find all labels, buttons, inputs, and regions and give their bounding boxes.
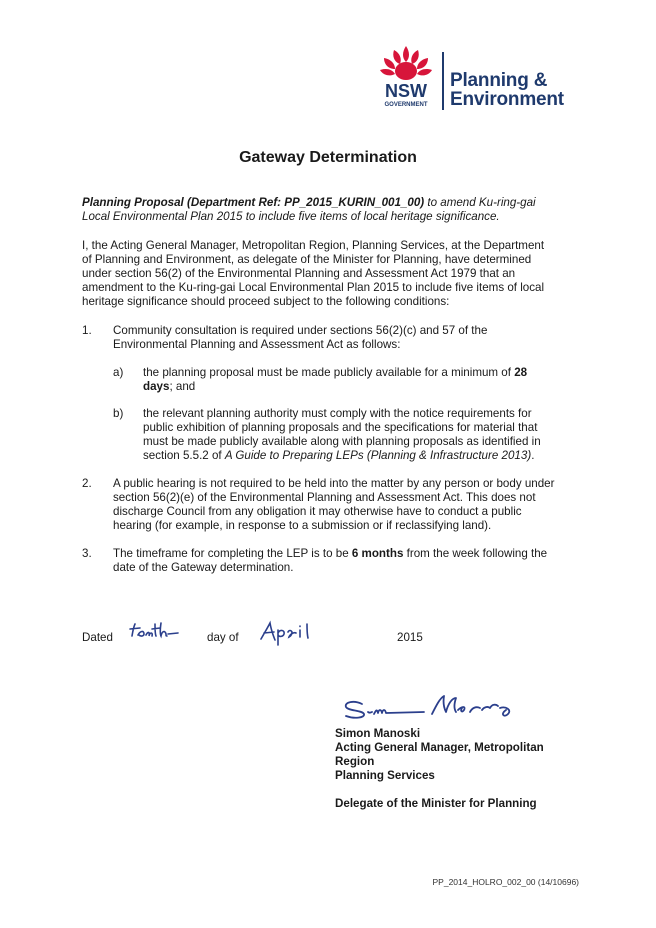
planning-proposal-ref: Planning Proposal (Department Ref: PP_2015_KURIN_001_00) xyxy=(82,196,425,209)
intro-line-1: Planning Proposal (Department Ref: PP_2015_KURIN_001_00) to amend Ku-ring-gai xyxy=(82,196,536,209)
condition-3-line: date of the Gateway determination. xyxy=(113,561,294,574)
preamble-line: amendment to the Ku-ring-gai Local Environmental Plan 2015 to include five items of local xyxy=(82,281,545,294)
subitem-label: b) xyxy=(113,407,124,420)
intro-line-2: Local Environmental Plan 2015 to include five items of local heritage significance. xyxy=(82,210,500,223)
handwritten-month xyxy=(258,620,320,646)
handwritten-signature xyxy=(340,692,530,726)
footer-reference: PP_2014_HOLRO_002_00 (14/10696) xyxy=(432,877,579,887)
svg-text:GOVERNMENT: GOVERNMENT xyxy=(384,102,428,108)
preamble-line: heritage significance should proceed subject to the following conditions: xyxy=(82,295,450,308)
logo-divider xyxy=(442,52,444,110)
dated-year: 2015 xyxy=(397,631,423,644)
condition-2-line: hearing (for example, in response to a submission or if reclassifying land). xyxy=(113,519,492,532)
waratah-icon xyxy=(374,44,438,110)
subitem-b-line: section 5.5.2 of A Guide to Preparing LEPs (Planning & Infrastructure 2013). xyxy=(143,449,535,462)
preamble-line: of Planning and Environment, as delegate of the Minister for Planning, have determined xyxy=(82,253,532,266)
subitem-a-line: days; and xyxy=(143,380,196,393)
condition-3-line: The timeframe for completing the LEP is to be 6 months from the week following the xyxy=(113,547,548,560)
condition-2-line: section 56(2)(e) of the Environmental Planning and Assessment Act. This does not xyxy=(113,491,536,504)
subitem-b-line: the relevant planning authority must comply with the notice requirements for xyxy=(143,407,532,420)
preamble-line: I, the Acting General Manager, Metropolitan Region, Planning Services, at the Department xyxy=(82,239,545,252)
condition-number: 3. xyxy=(82,547,92,560)
condition-number: 2. xyxy=(82,477,92,490)
logo-text-planning: Planning & xyxy=(450,70,548,91)
condition-1-line: Community consultation is required under sections 56(2)(c) and 57 of the xyxy=(113,324,488,337)
logo-text-environment: Environment xyxy=(450,89,564,110)
signatory-title: Region xyxy=(335,755,375,768)
nsw-planning-logo xyxy=(374,44,584,114)
signatory-title: Planning Services xyxy=(335,769,435,782)
signatory-name: Simon Manoski xyxy=(335,727,421,740)
signatory-title: Acting General Manager, Metropolitan xyxy=(335,741,544,754)
delegate-line: Delegate of the Minister for Planning xyxy=(335,797,537,810)
page-title: Gateway Determination xyxy=(239,149,417,166)
condition-2-line: discharge Council from any obligation it may otherwise have to conduct a public xyxy=(113,505,522,518)
subitem-b-line: public exhibition of planning proposals and the specifications for material that xyxy=(143,421,538,434)
day-of-label: day of xyxy=(207,631,239,644)
subitem-a-line: the planning proposal must be made publicly available for a minimum of 28 xyxy=(143,366,528,379)
dated-label: Dated xyxy=(82,631,113,644)
condition-1-line: Environmental Planning and Assessment Act as follows: xyxy=(113,338,401,351)
svg-text:NSW: NSW xyxy=(385,81,427,101)
condition-2-line: A public hearing is not required to be held into the matter by any person or body under xyxy=(113,477,555,490)
preamble-line: under section 56(2) of the Environmental Planning and Assessment Act 1979 that an xyxy=(82,267,516,280)
subitem-b-line: must be made publicly available along with planning proposals as identified in xyxy=(143,435,541,448)
handwritten-day xyxy=(128,620,184,644)
subitem-label: a) xyxy=(113,366,124,379)
condition-number: 1. xyxy=(82,324,92,337)
